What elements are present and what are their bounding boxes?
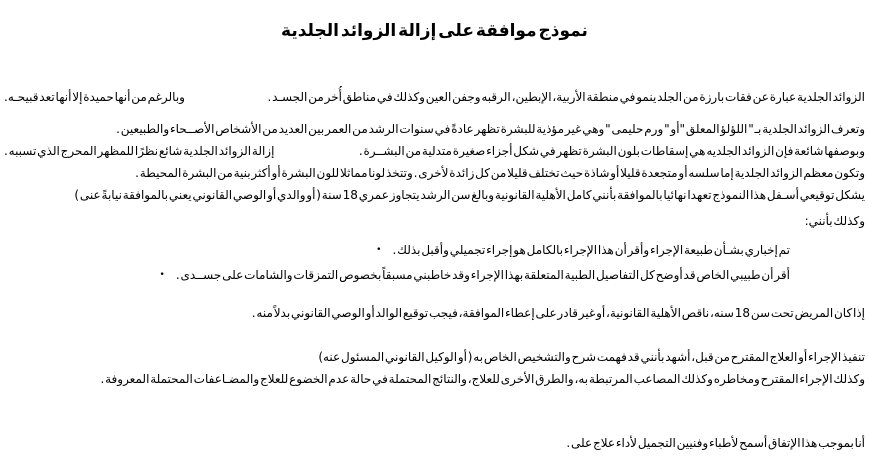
intro-line-1-start: الزوائد الجلدية عبارة عن فقات بارزة من الجلد ينمو في منطقة الأربية، الإبطين، الرقبه وجفن العين وكذلك في مناطق أُخر من الجسـد . (267, 90, 865, 104)
intro-line-1 (4, 86, 865, 108)
bullet-icon: • (159, 270, 165, 280)
intro-line-3 (4, 140, 865, 162)
intro-line-4: وتكون معظم الزوائد الجلدية إما سلسه أو متجعدة قليلا أو شاذة حيث تختلف قليلا من كل زائدة لأخرى . وتتخذ لونا مماثلا للون البشرة أو أكثر بنية من البشرة المحيطة . (135, 166, 865, 180)
bullet-icon: • (376, 245, 382, 255)
agreement-line: أنا بموجب هذا الإتفاق أسمح لأطباء وفنيين التجميل لأداء علاج على . (566, 436, 865, 450)
intro-line-2: وتعرف الزوائد الجلدية بـ " اللؤلؤ المعلق "أو " ورم حليمى " وهي غير مؤذية للبشرة تظهر عادةً في سنوات الرشد من العمر بين العديد من الأشخاص الأصــحاء والطبيعين . (116, 122, 865, 136)
attestation-paragraph (4, 346, 865, 390)
intro-line-1-end: وبالرغم من أنها حميدة إلا أنها تعد قبيحـه. (4, 90, 185, 104)
bullet-list (4, 238, 865, 288)
bullet-1-text: تم إخباري بشـأن طبيعة الإجراء وأقر أن هذا الإجراء بالكامل هو إجراء تجميلي وأقبل بذلك . (392, 243, 790, 257)
list-item (4, 238, 790, 263)
form-title: نموذج موافقة على إزالة الزوائد الجلدية (281, 21, 588, 41)
intro-paragraph (4, 86, 865, 232)
intro-line-3-end: إزالة الزوائد الجلدية شائع نظرًا للمظهر المحرج الذي تسببه . (4, 144, 275, 158)
attestation-line-2: وكذلك الإجراء المقترح ومخاطره وكذلك المصاعب المرتبطة به، والطرق الأخرى للعلاج، والنتائج المحتملة في حالة عدم الخضوع للعلاج والمضـاعفات المحتملة المعروفة . (100, 372, 865, 386)
bullet-2-text: أقر أن طبيبي الخاص قد أوضح كل التفاصيل الطبية المتعلقة بهذا الإجراء وقد خاطبني مسبقاً بخصوص التمزقات والشامات على جســدى . (175, 268, 790, 282)
declaration-colon-line: وكذلك بأنني: (804, 214, 865, 228)
attestation-line-1: تنفيذ الإجراء أو العلاج المقترح من قبل، أشهد بأنني قد فهمت شرح والتشخيص الخاص به ( أو الوكيل القانوني المسئول عنه) (318, 350, 865, 364)
minor-consent-note: إذا كان المريض تحت سن 18 سنه، ناقص الأهلية القانونية، أو غير قادر على إعطاء الموافقة، فيجب توقيع الوالد أو الوصي القانوني بدلاً منه . (251, 306, 865, 320)
declaration-line: يشكل توقيعي أسـفل هذا النموذج تعهدا نهائيا بالموافقة بأنني كامل الأهلية القانونية وبالغ سن الرشد يتجاوز عمري 18 سنة ( أو والدي أو الوصي القانوني يعني بالموافقة نيابةً عنى ) (74, 188, 865, 202)
intro-line-3-start: وبوصفها شائعة فإن الزوائد الجلديه هي إسقاطات بلون البشرة تظهر في شكل أجزاء صغيرة متدلية من البشــرة . (358, 144, 865, 158)
list-item (4, 263, 790, 288)
